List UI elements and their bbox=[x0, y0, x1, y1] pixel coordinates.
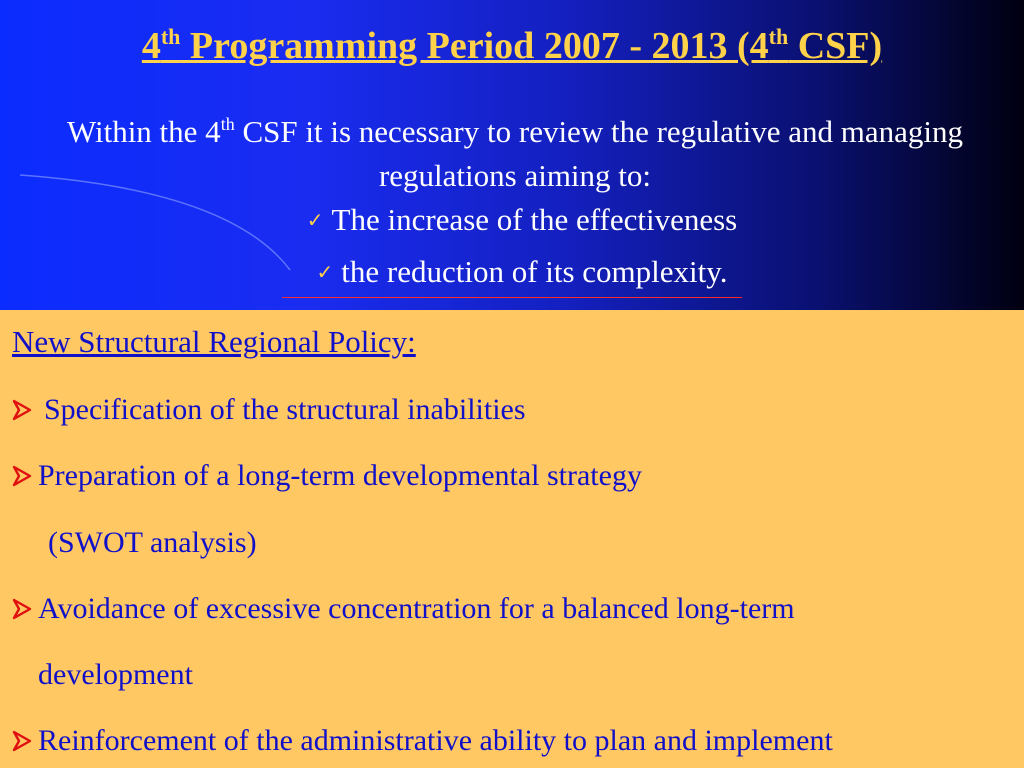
arrow-bullet-icon bbox=[12, 465, 32, 487]
bullet-item: Preparation of a long-term developmental strategy bbox=[12, 459, 642, 493]
arrow-bullet-icon bbox=[12, 399, 32, 421]
policy-heading: New Structural Regional Policy: bbox=[12, 324, 416, 359]
arrow-bullet-icon bbox=[12, 730, 32, 752]
checkmark-icon: ✓ bbox=[316, 260, 334, 284]
title-banner bbox=[0, 0, 1024, 310]
content-panel bbox=[0, 310, 1024, 768]
intro-text: Within the 4th CSF it is necessary to review the regulative and managing regulations aiming to: bbox=[66, 114, 964, 193]
check-item-complexity: ✓ the reduction of its complexity. bbox=[316, 254, 728, 289]
check-item-effectiveness: ✓ The increase of the effectiveness bbox=[306, 202, 738, 237]
arrow-bullet-icon bbox=[12, 598, 32, 620]
slide-title: 4th Programming Period 2007 - 2013 (4th CSF) bbox=[141, 24, 883, 67]
bullet-continuation: development bbox=[38, 658, 193, 691]
bullet-item: Avoidance of excessive concentration for a balanced long-term bbox=[12, 592, 795, 626]
checkmark-icon: ✓ bbox=[306, 208, 324, 232]
bullet-item: Specification of the structural inabilities bbox=[12, 393, 526, 427]
accent-underline bbox=[282, 297, 742, 298]
bullet-item: Reinforcement of the administrative ability to plan and implement bbox=[12, 724, 833, 758]
bullet-continuation: (SWOT analysis) bbox=[48, 526, 257, 559]
